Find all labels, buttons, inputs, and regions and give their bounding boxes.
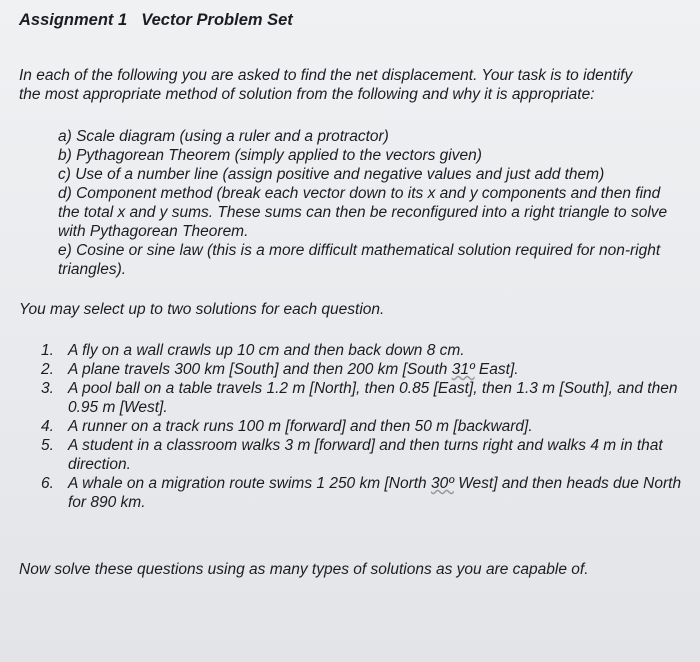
method-option: d) Component method (break each vector down to its x and y components and then find the total x and y sums. These sums can then be reconfigured into a right triangle to solve with Pythagorean Theorem. [58, 185, 668, 240]
question-angle: 31º [451, 361, 475, 378]
assignment-subject: Vector Problem Set [141, 11, 293, 29]
question-text: West] and then heads due North for 890 km. [68, 475, 682, 511]
question-item [19, 341, 686, 360]
assignment-label: Assignment 1 [19, 11, 128, 29]
method-option: b) Pythagorean Theorem (simply applied to the vectors given) [58, 147, 482, 164]
question-number: 5. [41, 437, 54, 454]
question-text: A fly on a wall crawls up 10 cm and then back down 8 cm. [68, 342, 465, 359]
instructions-paragraph: In each of the following you are asked to find the net displacement. Your task is to identify the most appropriate method of solution from the following and why it is appropriate: [19, 67, 633, 103]
question-angle: 30º [430, 475, 454, 492]
question-text: A student in a classroom walks 3 m [forward] and then turns right and walks 4 m in that direction. [68, 437, 663, 473]
method-option: e) Cosine or sine law (this is a more difficult mathematical solution required for non-right triangles). [58, 242, 661, 278]
question-item [19, 360, 686, 379]
question-text: A whale on a migration route swims 1 250 km [North [68, 475, 431, 492]
question-item [19, 436, 686, 474]
question-number: 1. [41, 342, 54, 359]
question-text: A pool ball on a table travels 1.2 m [North], then 0.85 [East], then 1.3 m [South], and then 0.95 m [West]. [68, 380, 678, 416]
question-item [19, 379, 686, 417]
question-number: 3. [41, 380, 54, 397]
method-option: a) Scale diagram (using a ruler and a protractor) [58, 128, 389, 145]
question-number: 2. [41, 361, 54, 378]
selection-note: You may select up to two solutions for each question. [19, 301, 385, 318]
solution-methods-list [58, 127, 686, 279]
question-item [19, 417, 686, 436]
question-text: A plane travels 300 km [South] and then 200 km [South [68, 361, 452, 378]
closing-instruction: Now solve these questions using as many types of solutions as you are capable of. [19, 561, 589, 578]
question-text: A runner on a track runs 100 m [forward] and then 50 m [backward]. [68, 418, 533, 435]
questions-list [19, 341, 680, 512]
question-number: 6. [41, 475, 54, 492]
document-title [19, 10, 680, 30]
question-number: 4. [41, 418, 54, 435]
method-option: c) Use of a number line (assign positive and negative values and just add them) [58, 166, 605, 183]
question-item [19, 474, 686, 512]
question-text: East]. [474, 361, 519, 378]
